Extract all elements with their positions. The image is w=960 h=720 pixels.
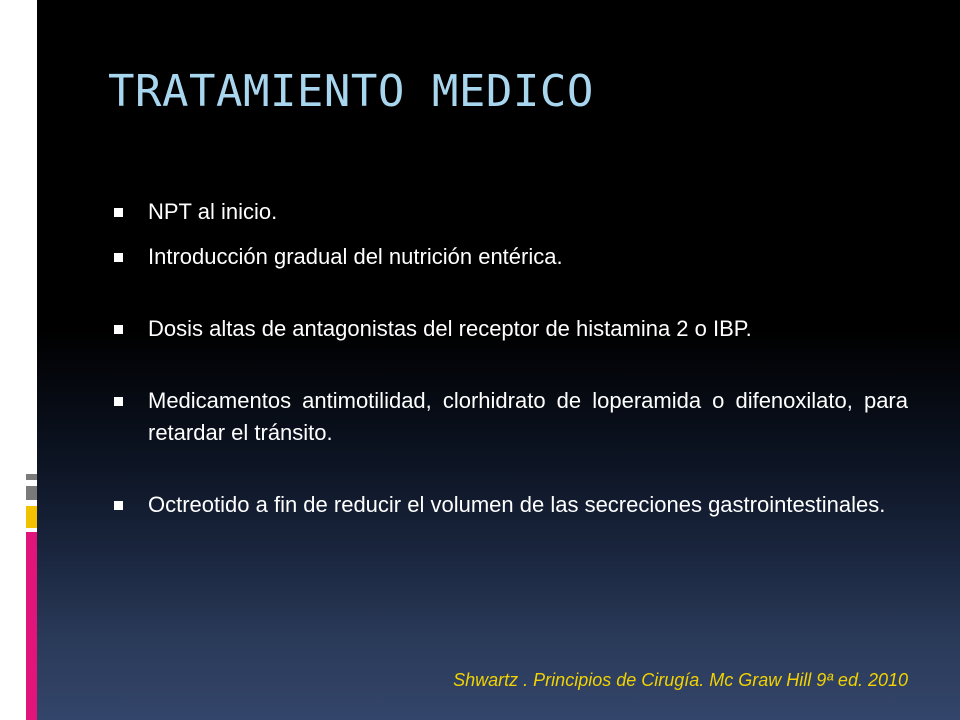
square-bullet-icon (114, 253, 123, 262)
bullet-list (114, 196, 908, 521)
bullet-text: Octreotido a fin de reducir el volumen de las secreciones gastrointestinales. (148, 492, 886, 517)
bullet-text: NPT al inicio. (148, 199, 278, 224)
bullet-item (114, 313, 908, 345)
bullet-text: Dosis altas de antagonistas del receptor de histamina 2 o IBP. (148, 316, 752, 341)
bullet-item (114, 196, 908, 228)
square-bullet-icon (114, 501, 123, 510)
square-bullet-icon (114, 208, 123, 217)
decorative-bar-gray (26, 474, 37, 480)
square-bullet-icon (114, 397, 123, 406)
bullet-text: Medicamentos antimotilidad, clorhidrato de loperamida o difenoxilato, para retardar el tránsito. (148, 388, 908, 445)
decorative-bar-gray (26, 486, 37, 500)
bullet-item (114, 241, 908, 273)
citation: Shwartz . Principios de Cirugía. Mc Graw Hill 9ª ed. 2010 (453, 670, 908, 690)
bullet-text: Introducción gradual del nutrición entérica. (148, 244, 563, 269)
decorative-bar-magenta (26, 532, 37, 720)
bullet-item (114, 385, 908, 449)
decorative-bar-yellow (26, 506, 37, 528)
slide-title: TRATAMIENTO MEDICO (108, 66, 594, 117)
square-bullet-icon (114, 325, 123, 334)
bullet-item (114, 489, 908, 521)
